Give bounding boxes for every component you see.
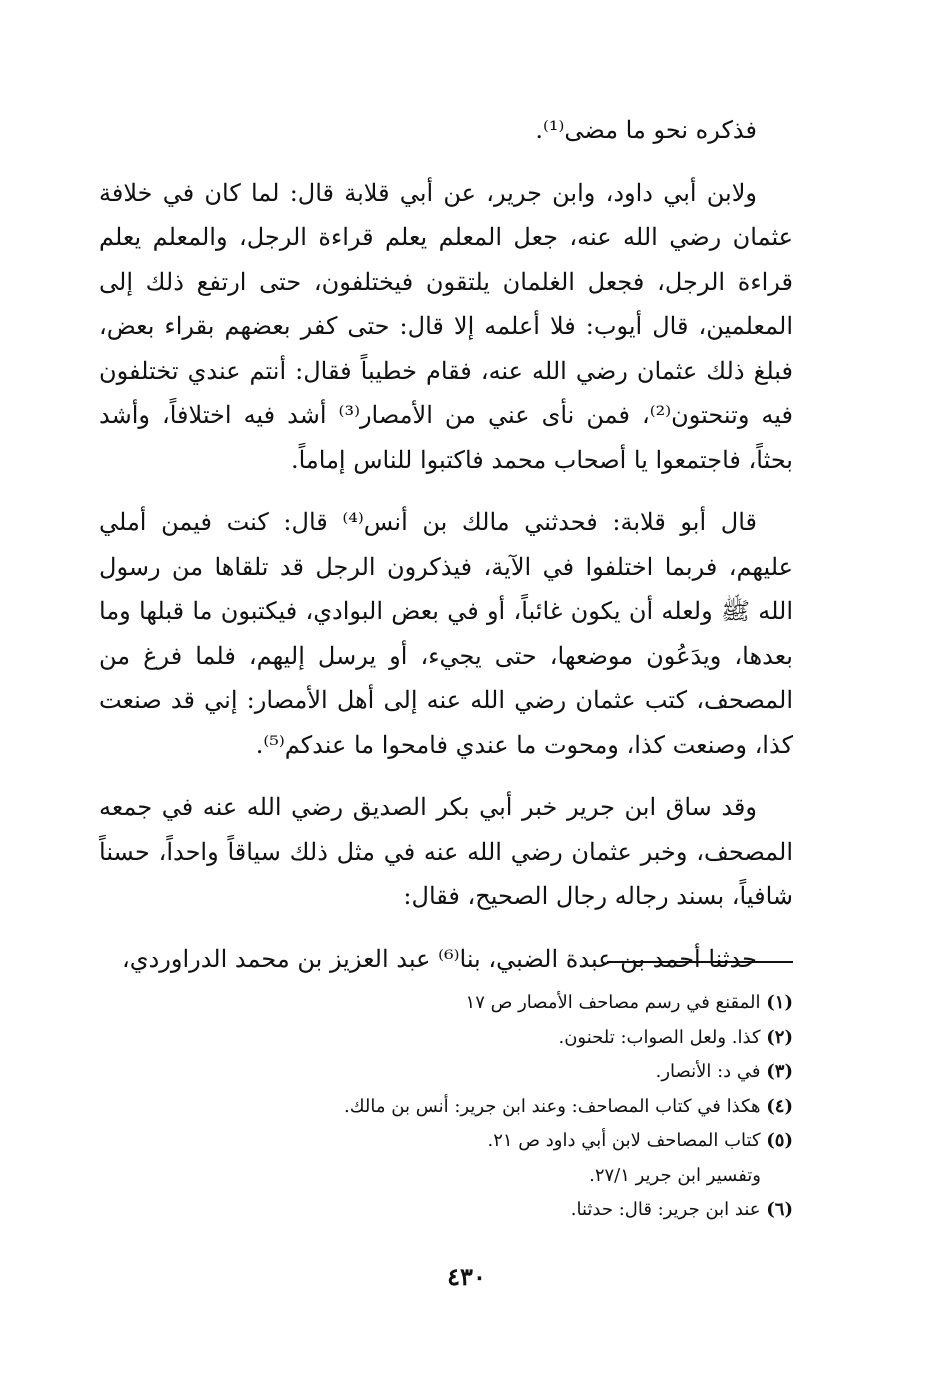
paragraph-1: فذكره نحو ما مضى⁽¹⁾. bbox=[535, 116, 757, 144]
footnote-6 bbox=[99, 1193, 793, 1228]
footnote-text: المقنع في رسم مصاحف الأمصار ص ١٧ bbox=[465, 992, 761, 1013]
main-text bbox=[99, 108, 793, 981]
footnote-number: (٤) bbox=[766, 1095, 793, 1117]
footnote-text: هكذا في كتاب المصاحف: وعند ابن جرير: أنس بن مالك. bbox=[344, 1095, 761, 1117]
footnote-number: (١) bbox=[766, 992, 793, 1013]
footnote-text: في د: الأنصار. bbox=[655, 1061, 761, 1082]
footnote-number: (٦) bbox=[766, 1199, 793, 1220]
footnotes bbox=[99, 986, 793, 1228]
paragraph-4: وقد ساق ابن جرير خبر أبي بكر الصديق رضي الله عنه في جمعه المصحف، وخبر عثمان رضي الله عنه في مثل ذلك سياقاً واحداً، حسناً شافياً، بسند رجاله رجال الصحيح، فقال: bbox=[99, 793, 793, 910]
footnote-5 bbox=[99, 1124, 793, 1159]
footnote-separator bbox=[607, 961, 793, 963]
footnote-text: كتاب المصاحف لابن أبي داود ص ٢١. bbox=[487, 1130, 761, 1151]
footnote-number: (٢) bbox=[766, 1026, 793, 1048]
paragraph-2: ولابن أبي داود، وابن جرير، عن أبي قلابة قال: لما كان في خلافة عثمان رضي الله عنه، جعل المعلم يعلم قراءة الرجل، والمعلم يعلم قراءة الرجل، فجعل الغلمان يلتقون فيختلفون، حتى ارتفع ذلك إلى المعلمين، قال أيوب: فلا أعلمه إلا قال: حتى كفر بعضهم بقراء بعض، فبلغ ذلك عثمان رضي الله عنه، فقام خطيباً فقال: أنتم عندي تختلفون فيه وتنحتون⁽²⁾، فمن نأى عني من الأمصار⁽³⁾ أشد فيه اختلافاً، وأشد بحثاً، فاجتمعوا يا أصحاب محمد فاكتبوا للناس إماماً. bbox=[99, 178, 794, 474]
paragraph-3: قال أبو قلابة: فحدثني مالك بن أنس⁽⁴⁾ قال: كنت فيمن أملي عليهم، فربما اختلفوا في الآية، فيذكرون الرجل قد تلقاها من رسول الله ﷺ ولعله أن يكون غائباً، أو في بعض البوادي، فيكتبون ما قبلها وما بعدها، ويدَعُون موضعها، حتى يجيء، أو يرسل إليهم، فلما فرغ من المصحف، كتب عثمان رضي الله عنه إلى أهل الأمصار: إني قد صنعت كذا، وصنعت كذا، ومحوت ما عندي فامحوا ما عندكم⁽⁵⁾. bbox=[99, 508, 793, 759]
footnote-text: كذا. ولعل الصواب: تلحنون. bbox=[558, 1026, 761, 1048]
footnote-3 bbox=[99, 1055, 793, 1090]
page-number: ٤٣٠ bbox=[447, 1262, 486, 1291]
footnote-5-continued bbox=[99, 1159, 793, 1194]
footnote-number: (٣) bbox=[766, 1061, 793, 1082]
footnote-2 bbox=[99, 1021, 793, 1056]
footnote-text: عند ابن جرير: قال: حدثنا. bbox=[570, 1199, 761, 1220]
footnote-4 bbox=[99, 1090, 793, 1125]
footnote-1 bbox=[99, 986, 793, 1021]
footnote-number: (٥) bbox=[766, 1130, 793, 1151]
footnote-text: وتفسير ابن جرير ٢٧/١. bbox=[589, 1164, 761, 1186]
paragraph-5: حدثنا أحمد بن عبدة الضبي، بنا⁽⁶⁾ عبد العزيز بن محمد الدراوردي، bbox=[122, 944, 757, 973]
